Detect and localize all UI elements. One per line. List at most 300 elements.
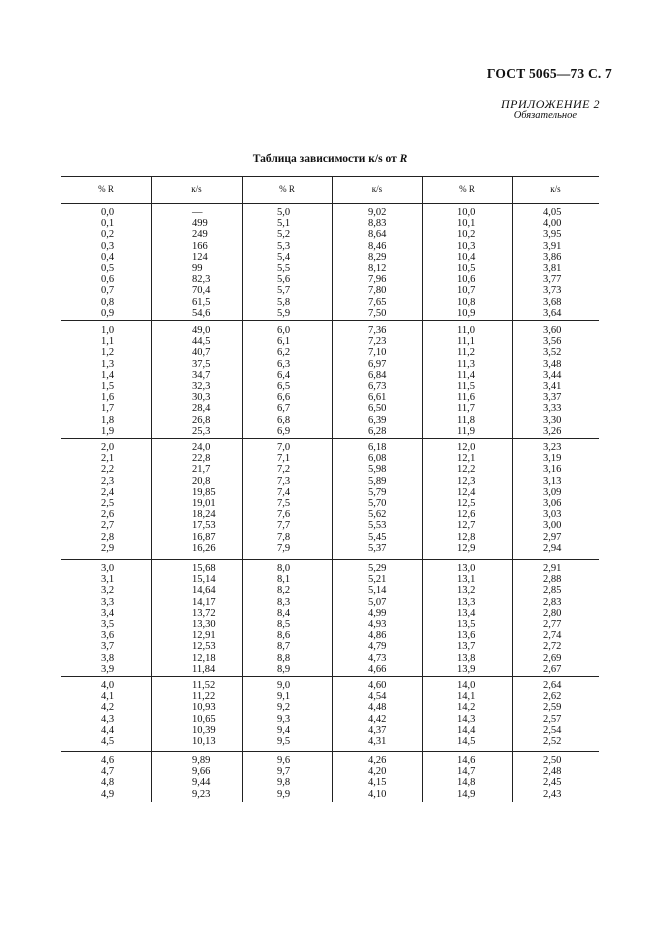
table-cell: 13,9 (457, 663, 476, 675)
table-cell: 10,7 (457, 285, 476, 297)
table-cell: 12,7 (457, 520, 476, 532)
table-cell: 14,7 (457, 766, 476, 778)
table-cell: 14,3 (457, 713, 476, 725)
table-cell: 4,00 (543, 218, 562, 230)
table-cell: 26,8 (192, 414, 211, 426)
table-cell: 2,54 (543, 724, 562, 736)
table-cell: 4,3 (101, 713, 115, 725)
table-title-main: Таблица зависимости (252, 153, 369, 165)
table-cell: 2,2 (101, 464, 115, 476)
table-cell: 5,37 (368, 542, 387, 554)
table-cell: 1,2 (101, 347, 115, 359)
table-cell: 40,7 (192, 347, 211, 359)
table-cell: 5,3 (277, 240, 291, 252)
table-cell: 9,23 (192, 788, 211, 800)
table-cell: 3,03 (543, 509, 562, 521)
table-cell: 8,4 (277, 607, 291, 619)
table-cell: 4,15 (368, 777, 387, 789)
table-cell: 6,28 (368, 425, 387, 437)
table-cell: 1,6 (101, 392, 115, 404)
table-cell: 6,39 (368, 414, 387, 426)
table-cell: 11,9 (457, 425, 475, 437)
table-cell: 11,1 (457, 336, 475, 348)
table-cell: 249 (192, 229, 208, 241)
table-cell: 13,72 (192, 607, 216, 619)
table-cell: 11,7 (457, 403, 475, 415)
table-cell: 13,8 (457, 652, 476, 664)
table-cell: 14,8 (457, 777, 476, 789)
table-cell: 34,7 (192, 369, 211, 381)
table-cell: 13,3 (457, 596, 476, 608)
table-cell: 9,7 (277, 766, 291, 778)
table-cell: 11,5 (457, 381, 475, 392)
table-cell: 3,26 (543, 425, 562, 437)
table-cell: 12,91 (192, 630, 216, 642)
table-cell: 3,09 (543, 486, 562, 498)
table-cell: 3,48 (543, 358, 562, 370)
table-cell: 1,7 (101, 403, 115, 415)
table-cell: 3,2 (101, 585, 115, 597)
table-cell: 8,3 (277, 596, 291, 608)
table-cell: 19,85 (192, 486, 216, 498)
table-cell: 8,8 (277, 652, 291, 664)
table-cell: 9,89 (192, 755, 211, 766)
table-title-from: от (382, 153, 400, 165)
table-cell: 4,79 (368, 641, 387, 653)
table-cell: 3,0 (101, 563, 115, 574)
table-cell: 70,4 (192, 285, 211, 297)
table-cell: 2,67 (543, 663, 562, 675)
table-cell: 13,7 (457, 641, 476, 653)
table-cell: 10,3 (457, 240, 476, 252)
table-cell: 4,4 (101, 724, 115, 736)
table-cell: 8,9 (277, 663, 291, 675)
table-cell: 6,73 (368, 381, 387, 392)
column-divider (422, 176, 423, 802)
table-cell: 4,31 (368, 736, 387, 747)
table-cell: 6,97 (368, 358, 387, 370)
table-cell: 3,60 (543, 325, 562, 336)
table-cell: 12,4 (457, 486, 476, 498)
table-cell: 13,1 (457, 574, 476, 586)
table-cell: 13,30 (192, 619, 216, 630)
table-cell: 7,80 (368, 285, 387, 297)
table-cell: 4,10 (368, 788, 387, 800)
table-cell: 1,9 (101, 425, 115, 437)
table-cell: 7,7 (277, 520, 291, 532)
table-cell: 9,02 (368, 207, 387, 218)
table-cell: 5,89 (368, 475, 387, 487)
table-cell: 5,53 (368, 520, 387, 532)
table-cell: 4,48 (368, 702, 387, 714)
table-cell: 3,4 (101, 607, 115, 619)
table-cell: 2,57 (543, 713, 562, 725)
table-cell: 54,6 (192, 307, 211, 319)
table-cell: 3,73 (543, 285, 562, 297)
table-cell: 4,9 (101, 788, 115, 800)
table-cell: 14,17 (192, 596, 216, 608)
table-cell: 3,86 (543, 251, 562, 263)
table-cell: 6,2 (277, 347, 291, 359)
table-cell: 2,50 (543, 755, 562, 766)
table-cell: 2,74 (543, 630, 562, 642)
table-cell: 3,37 (543, 392, 562, 404)
table-cell: 3,06 (543, 498, 562, 509)
column-divider (512, 176, 513, 802)
table-cell: 4,26 (368, 755, 387, 766)
table-cell: 7,96 (368, 274, 387, 286)
table-cell: 6,3 (277, 358, 291, 370)
table-cell: 4,60 (368, 680, 387, 691)
table-cell: 8,2 (277, 585, 291, 597)
table-cell: 4,6 (101, 755, 115, 766)
table-cell: 13,4 (457, 607, 476, 619)
table-cell: 8,64 (368, 229, 387, 241)
column-divider (151, 176, 152, 802)
table-cell: 0,4 (101, 251, 115, 263)
table-cell: 0,5 (101, 263, 115, 274)
table-cell: 7,6 (277, 509, 291, 521)
table-cell: 0,3 (101, 240, 115, 252)
table-cell: 10,8 (457, 296, 476, 308)
table-cell: 6,18 (368, 442, 387, 453)
table-cell: 17,53 (192, 520, 216, 532)
table-cell: 8,12 (368, 263, 387, 274)
table-cell: 4,8 (101, 777, 115, 789)
table-cell: 13,0 (457, 563, 476, 574)
table-cell: 2,94 (543, 542, 562, 554)
table-cell: 9,66 (192, 766, 211, 778)
table-cell: 6,6 (277, 392, 291, 404)
table-cell: 10,1 (457, 218, 476, 230)
table-cell: 7,9 (277, 542, 291, 554)
table-cell: 3,68 (543, 296, 562, 308)
table-cell: 5,62 (368, 509, 387, 521)
table-cell: 13,5 (457, 619, 476, 630)
column-header: % R (98, 184, 114, 194)
table-cell: 6,8 (277, 414, 291, 426)
table-cell: 16,26 (192, 542, 216, 554)
table-cell: 49,0 (192, 325, 211, 336)
table-cell: 7,8 (277, 531, 291, 543)
table-cell: 2,77 (543, 619, 562, 630)
table-cell: 8,29 (368, 251, 387, 263)
table-cell: 11,4 (457, 369, 475, 381)
table-cell: 5,6 (277, 274, 291, 286)
table-cell: 12,1 (457, 453, 476, 465)
table-cell: 11,8 (457, 414, 475, 426)
table-cell: 2,52 (543, 736, 562, 747)
table-cell: 6,50 (368, 403, 387, 415)
table-cell: 9,44 (192, 777, 211, 789)
table-cell: 14,64 (192, 585, 216, 597)
table-cell: 4,2 (101, 702, 115, 714)
table-cell: 5,2 (277, 229, 291, 241)
group-separator (61, 203, 599, 204)
table-cell: 3,81 (543, 263, 562, 274)
table-cell: 12,5 (457, 498, 476, 509)
table-cell: 3,00 (543, 520, 562, 532)
table-cell: 10,65 (192, 713, 216, 725)
table-cell: 11,6 (457, 392, 475, 404)
table-cell: 2,4 (101, 486, 115, 498)
table-cell: 2,83 (543, 596, 562, 608)
table-cell: 3,44 (543, 369, 562, 381)
table-cell: 5,29 (368, 563, 387, 574)
table-cell: 5,4 (277, 251, 291, 263)
table-title-ks: к/s (368, 153, 383, 165)
table-cell: 1,8 (101, 414, 115, 426)
table-cell: 3,41 (543, 381, 562, 392)
table-cell: 3,77 (543, 274, 562, 286)
table-cell: 8,1 (277, 574, 291, 586)
appendix-label: ПРИЛОЖЕНИЕ 2 (501, 97, 600, 111)
table-cell: 4,1 (101, 691, 115, 703)
table-cell: 9,9 (277, 788, 291, 800)
table-cell: 4,7 (101, 766, 115, 778)
table-cell: 14,0 (457, 680, 476, 691)
table-cell: 12,0 (457, 442, 476, 453)
table-cell: 4,42 (368, 713, 387, 725)
table-cell: 99 (192, 263, 203, 274)
table-cell: 4,66 (368, 663, 387, 675)
table-cell: 3,30 (543, 414, 562, 426)
group-separator (61, 676, 599, 677)
table-cell: 3,16 (543, 464, 562, 476)
table-cell: 7,5 (277, 498, 291, 509)
table-cell: 10,2 (457, 229, 476, 241)
table-cell: 5,07 (368, 596, 387, 608)
table-cell: 2,69 (543, 652, 562, 664)
table-cell: 13,2 (457, 585, 476, 597)
table-cell: 9,1 (277, 691, 291, 703)
table-cell: 7,36 (368, 325, 387, 336)
table-cell: 9,8 (277, 777, 291, 789)
table-cell: 7,50 (368, 307, 387, 319)
table-cell: 1,1 (101, 336, 115, 348)
table-cell: 7,23 (368, 336, 387, 348)
table-cell: 11,22 (192, 691, 216, 703)
column-header: % R (279, 184, 295, 194)
table-cell: 1,4 (101, 369, 115, 381)
table-cell: 9,5 (277, 736, 291, 747)
table-cell: 5,9 (277, 307, 291, 319)
table-cell: 2,62 (543, 691, 562, 703)
table-cell: 3,13 (543, 475, 562, 487)
table-cell: 3,7 (101, 641, 115, 653)
table-cell: 20,8 (192, 475, 211, 487)
table-cell: 2,64 (543, 680, 562, 691)
table-cell: 3,91 (543, 240, 562, 252)
table-cell: 9,6 (277, 755, 291, 766)
table-cell: 3,64 (543, 307, 562, 319)
table-cell: 12,6 (457, 509, 476, 521)
table-cell: 7,2 (277, 464, 291, 476)
table-cell: 1,0 (101, 325, 115, 336)
table-cell: 32,3 (192, 381, 211, 392)
table-cell: 2,1 (101, 453, 115, 465)
group-separator (61, 559, 599, 560)
table-cell: 3,33 (543, 403, 562, 415)
table-cell: 37,5 (192, 358, 211, 370)
table-cell: 11,0 (457, 325, 475, 336)
table-cell: 15,68 (192, 563, 216, 574)
table-cell: 12,2 (457, 464, 476, 476)
table-cell: 22,8 (192, 453, 211, 465)
table-cell: 5,8 (277, 296, 291, 308)
table-cell: 8,6 (277, 630, 291, 642)
table-cell: 8,46 (368, 240, 387, 252)
table-cell: 9,3 (277, 713, 291, 725)
table-cell: 7,65 (368, 296, 387, 308)
column-header: к/s (371, 184, 383, 194)
table-cell: 25,3 (192, 425, 211, 437)
table-cell: 16,87 (192, 531, 216, 543)
table-cell: 0,7 (101, 285, 115, 297)
table-cell: 4,37 (368, 724, 387, 736)
table-cell: 0,0 (101, 207, 115, 218)
table-cell: 5,98 (368, 464, 387, 476)
table-cell: 3,52 (543, 347, 562, 359)
table-cell: 2,43 (543, 788, 562, 800)
table-cell: 2,80 (543, 607, 562, 619)
group-separator (61, 320, 599, 321)
table-cell: 3,95 (543, 229, 562, 241)
column-header: к/s (550, 184, 561, 194)
table-cell: 6,5 (277, 381, 291, 392)
table-cell: 10,6 (457, 274, 476, 286)
table-cell: 2,48 (543, 766, 562, 778)
table-cell: 2,3 (101, 475, 115, 487)
table-cell: 4,73 (368, 652, 387, 664)
group-separator (61, 438, 599, 439)
table-cell: 2,8 (101, 531, 115, 543)
table-cell: 166 (192, 240, 208, 252)
table-cell: 2,9 (101, 542, 115, 554)
document-header: ГОСТ 5065—73 С. 7 (486, 66, 612, 81)
table-cell: 4,54 (368, 691, 387, 703)
table-cell: 1,5 (101, 381, 115, 392)
table-cell: 8,0 (277, 563, 291, 574)
table-cell: — (192, 207, 203, 218)
table-cell: 12,18 (192, 652, 216, 664)
table-cell: 9,0 (277, 680, 291, 691)
table-cell: 2,88 (543, 574, 562, 586)
table-cell: 8,83 (368, 218, 387, 230)
table-cell: 5,70 (368, 498, 387, 509)
table-cell: 15,14 (192, 574, 216, 586)
table-cell: 12,9 (457, 542, 476, 554)
table-cell: 0,8 (101, 296, 115, 308)
table-cell: 14,9 (457, 788, 476, 800)
table-cell: 5,79 (368, 486, 387, 498)
table-cell: 4,86 (368, 630, 387, 642)
table-cell: 18,24 (192, 509, 216, 521)
table-cell: 2,45 (543, 777, 562, 789)
table-cell: 5,0 (277, 207, 291, 218)
table-cell: 3,56 (543, 336, 562, 348)
table-cell: 499 (192, 218, 208, 230)
table-cell: 12,53 (192, 641, 216, 653)
table-cell: 14,6 (457, 755, 476, 766)
table-cell: 124 (192, 251, 208, 263)
table-cell: 6,9 (277, 425, 291, 437)
table-cell: 2,59 (543, 702, 562, 714)
table-cell: 6,08 (368, 453, 387, 465)
table-cell: 6,7 (277, 403, 291, 415)
table-cell: 0,2 (101, 229, 115, 241)
table-cell: 5,1 (277, 218, 291, 230)
table-cell: 0,6 (101, 274, 115, 286)
table-cell: 19,01 (192, 498, 216, 509)
table-cell: 14,5 (457, 736, 476, 747)
group-separator (61, 751, 599, 752)
table-cell: 6,61 (368, 392, 387, 404)
column-divider (332, 176, 333, 802)
table-cell: 2,6 (101, 509, 115, 521)
table-cell: 2,91 (543, 563, 562, 574)
appendix-note: Обязательное (513, 110, 577, 121)
table-cell: 6,1 (277, 336, 291, 348)
table-cell: 3,8 (101, 652, 115, 664)
table-cell: 0,9 (101, 307, 115, 319)
table-cell: 3,3 (101, 596, 115, 608)
table-cell: 61,5 (192, 296, 211, 308)
table-cell: 12,8 (457, 531, 476, 543)
table-cell: 14,1 (457, 691, 476, 703)
table-cell: 9,4 (277, 724, 291, 736)
table-cell: 11,52 (192, 680, 216, 691)
table-cell: 10,4 (457, 251, 476, 263)
table-cell: 4,5 (101, 736, 115, 747)
table-cell: 6,0 (277, 325, 291, 336)
table-cell: 12,3 (457, 475, 476, 487)
table-cell: 21,7 (192, 464, 211, 476)
table-cell: 3,9 (101, 663, 115, 675)
table-cell: 3,23 (543, 442, 562, 453)
table-cell: 2,72 (543, 641, 562, 653)
table-cell: 4,05 (543, 207, 562, 218)
table-cell: 44,5 (192, 336, 211, 348)
table-cell: 4,99 (368, 607, 387, 619)
table-cell: 2,7 (101, 520, 115, 532)
table-cell: 2,0 (101, 442, 115, 453)
table-cell: 4,0 (101, 680, 115, 691)
table-cell: 0,1 (101, 218, 115, 230)
table-cell: 82,3 (192, 274, 211, 286)
column-divider (242, 176, 243, 802)
table-cell: 10,93 (192, 702, 216, 714)
table-cell: 2,5 (101, 498, 115, 509)
table-cell: 5,5 (277, 263, 291, 274)
table-cell: 5,21 (368, 574, 387, 586)
table-cell: 28,4 (192, 403, 211, 415)
table-cell: 14,2 (457, 702, 476, 714)
data-table (61, 176, 599, 802)
table-cell: 7,4 (277, 486, 291, 498)
table-cell: 3,5 (101, 619, 115, 630)
table-cell: 4,93 (368, 619, 387, 630)
table-cell: 10,0 (457, 207, 476, 218)
table-cell: 7,1 (277, 453, 291, 465)
table-cell: 6,4 (277, 369, 291, 381)
table-cell: 5,7 (277, 285, 291, 297)
table-cell: 10,5 (457, 263, 476, 274)
table-cell: 5,45 (368, 531, 387, 543)
table-cell: 2,85 (543, 585, 562, 597)
table-title (150, 153, 510, 165)
table-cell: 2,97 (543, 531, 562, 543)
